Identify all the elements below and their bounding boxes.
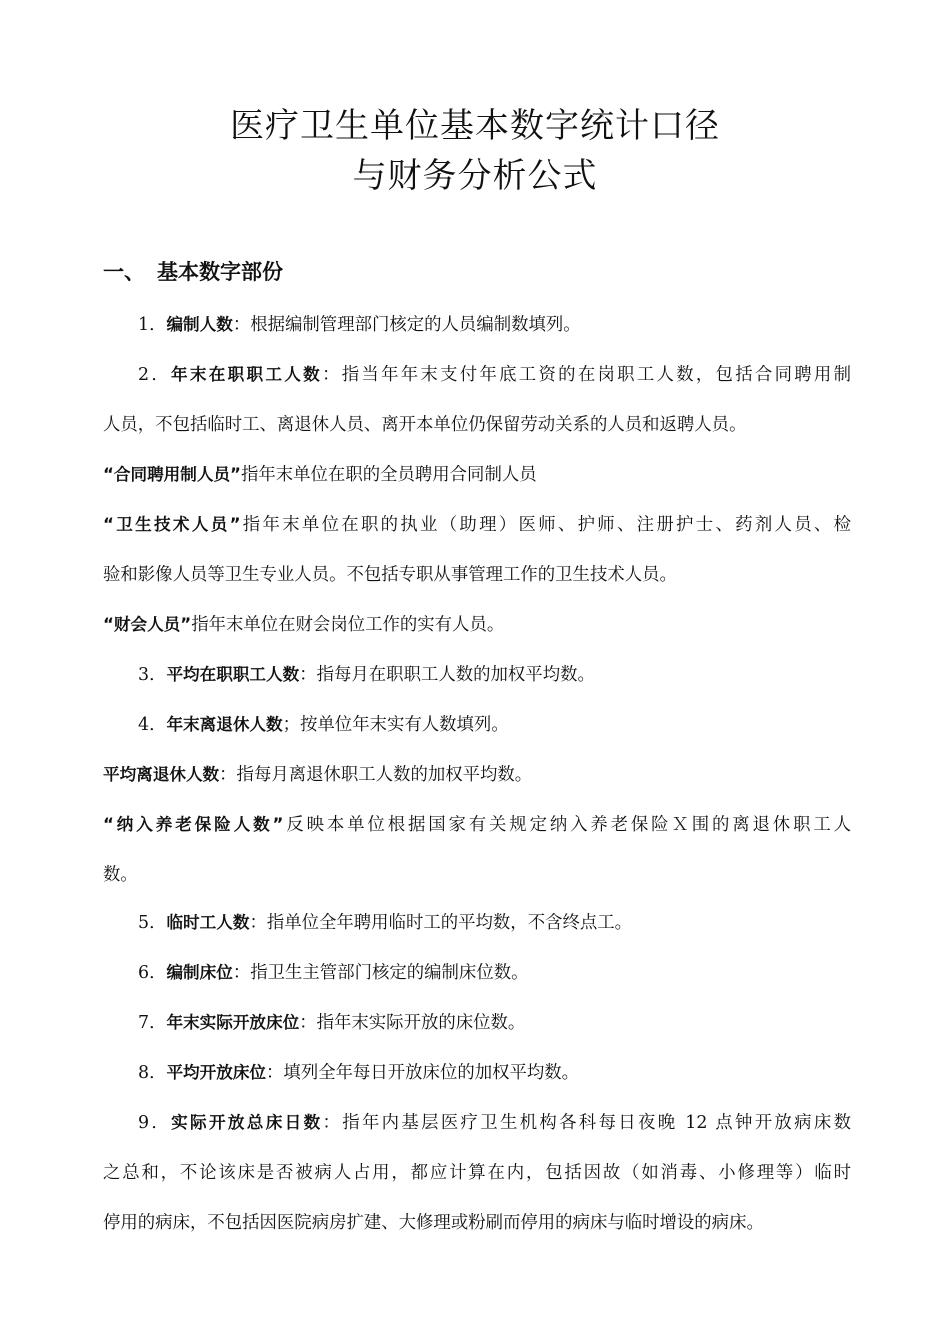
term: “纳入养老保险人数” — [103, 815, 284, 834]
paragraph-total-bed-days-cont1: 之总和，不论该床是否被病人占用，都应计算在内，包括因故（如消毒、小修理等）临时 — [103, 1163, 851, 1183]
term: 编制人数 — [166, 315, 233, 334]
definition: ：指年内基层医疗卫生机构各科每日夜晚 12 点钟开放病床数 — [322, 1113, 851, 1133]
definition: ：指单位全年聘用临时工的平均数，不含终点工。 — [249, 913, 633, 933]
term: 平均开放床位 — [166, 1063, 267, 1082]
paragraph-contract-staff — [103, 460, 851, 490]
section-heading-basic-numbers — [103, 257, 283, 287]
definition: ：根据编制管理部门核定的人员编制数填列。 — [232, 315, 581, 335]
term: “财会人员” — [103, 615, 192, 634]
term: 年末在职职工人数 — [171, 365, 323, 384]
paragraph-total-bed-days-cont2: 停用的病床，不包括因医院病房扩建、大修理或粉刷而停用的病床与临时增设的病床。 — [103, 1213, 764, 1233]
definition: ；按单位年末实有人数填列。 — [282, 715, 509, 735]
section-number: 一、 — [103, 260, 145, 284]
paragraph-staffing-quota — [138, 310, 851, 340]
item-number: 1． — [138, 315, 167, 335]
paragraph-finance-staff — [103, 610, 851, 640]
term: 平均在职职工人数 — [166, 665, 300, 684]
definition: ：指当年年末支付年底工资的在岗职工人数，包括合同聘用制 — [322, 365, 851, 385]
paragraph-health-technicians — [103, 510, 851, 540]
paragraph-temporary-workers — [138, 908, 851, 938]
paragraph-year-end-employees — [138, 360, 851, 390]
definition: ：指年末实际开放的床位数。 — [299, 1013, 526, 1033]
paragraph-pension-insured-cont: 数。 — [103, 865, 138, 885]
paragraph-average-open-beds — [138, 1058, 851, 1088]
item-number: 5． — [138, 913, 167, 933]
item-number: 2． — [138, 365, 172, 385]
term: 实际开放总床日数 — [171, 1113, 323, 1132]
definition: 指年末单位在职的执业（助理）医师、护师、注册护士、药剂人员、检 — [240, 515, 851, 535]
term: 年末实际开放床位 — [166, 1013, 300, 1032]
paragraph-health-technicians-cont: 验和影像人员等卫生专业人员。不包括专职从事管理工作的卫生技术人员。 — [103, 565, 677, 585]
definition: 指年末单位在职的全员聘用合同制人员 — [240, 465, 537, 485]
item-number: 6． — [138, 963, 167, 983]
item-number: 8． — [138, 1063, 167, 1083]
paragraph-year-end-employees-cont: 人员，不包括临时工、离退休人员、离开本单位仍保留劳动关系的人员和返聘人员。 — [103, 415, 747, 435]
definition: ：填列全年每日开放床位的加权平均数。 — [266, 1063, 580, 1083]
paragraph-total-bed-days — [138, 1108, 851, 1138]
paragraph-open-beds-year-end — [138, 1008, 851, 1038]
term: 年末离退休人数 — [166, 715, 283, 734]
item-number: 7． — [138, 1013, 167, 1033]
definition: 指年末单位在财会岗位工作的实有人员。 — [191, 615, 505, 635]
term: “卫生技术人员” — [103, 515, 241, 534]
definition: 反映本单位根据国家有关规定纳入养老保险Ｘ围的离退休职工人 — [283, 815, 851, 835]
term: 编制床位 — [166, 963, 233, 982]
paragraph-year-end-retirees — [138, 710, 851, 740]
definition: ：指每月离退休职工人数的加权平均数。 — [219, 765, 533, 785]
section-title: 基本数字部份 — [157, 260, 283, 284]
paragraph-pension-insured — [103, 810, 851, 840]
term: 临时工人数 — [166, 913, 250, 932]
item-number: 4． — [138, 715, 167, 735]
document-title-line1: 医疗卫生单位基本数字统计口径 — [230, 106, 720, 146]
item-number: 9． — [138, 1113, 172, 1133]
term: “合同聘用制人员” — [103, 465, 241, 484]
document-title-line2: 与财务分析公式 — [352, 156, 598, 196]
paragraph-average-retirees — [103, 760, 851, 790]
paragraph-average-employees — [138, 660, 851, 690]
term: 平均离退休人数 — [103, 765, 220, 784]
definition: ：指卫生主管部门核定的编制床位数。 — [232, 963, 529, 983]
paragraph-quota-beds — [138, 958, 851, 988]
item-number: 3． — [138, 665, 167, 685]
definition: ：指每月在职职工人数的加权平均数。 — [299, 665, 595, 685]
